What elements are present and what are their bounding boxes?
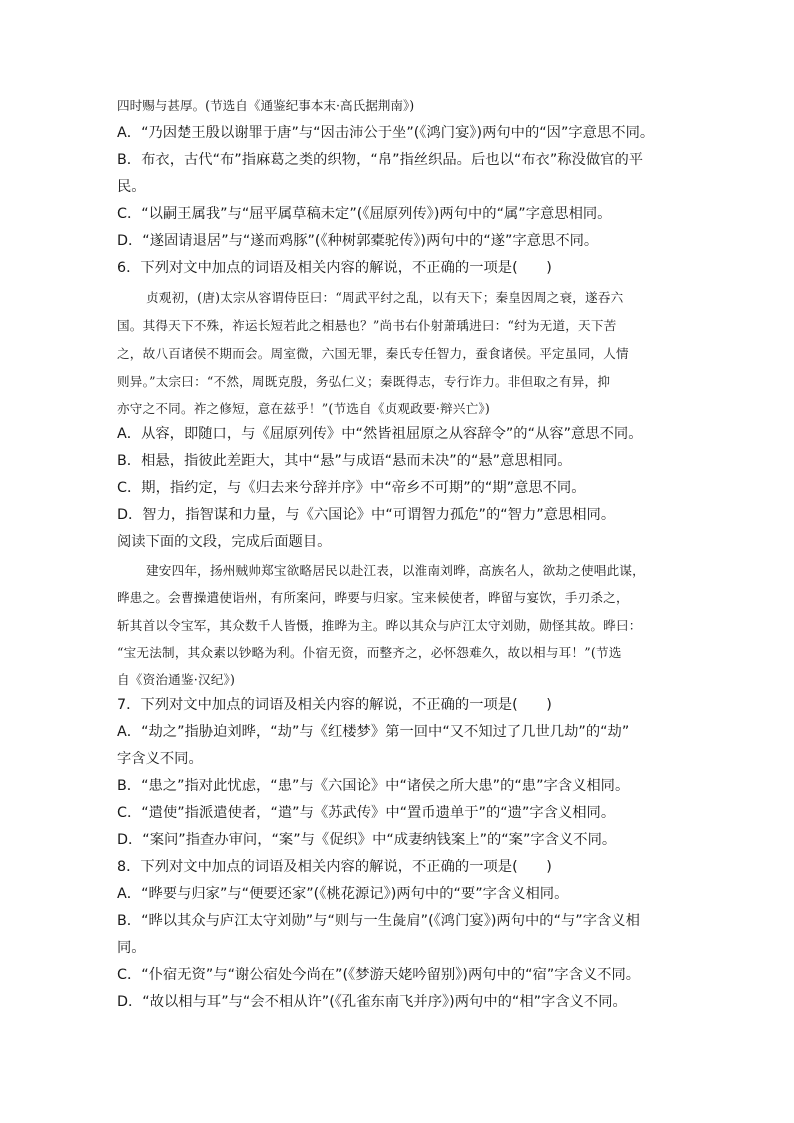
q5-option-b: B．布衣，古代“布”指麻葛之类的织物，“帛”指丝织品。后也以“布衣”称没做官的平 xyxy=(117,152,644,168)
q8-option-b-cont: 同。 xyxy=(117,940,146,956)
passage-3-line: 斩其首以令宝军，其众数千人皆慑，推晔为主。晔以其众与庐江太守刘勋，勋怪其故。晔曰： xyxy=(117,618,642,633)
reading-instruction: 阅读下面的文段，完成后面题目。 xyxy=(117,534,332,550)
q6-option-a: A．从容，即随口，与《屈原列传》中“然皆祖屈原之从容辞令”的“从容”意思不同。 xyxy=(117,426,643,442)
q5-option-b-cont: 民。 xyxy=(117,179,146,195)
passage-3-line: “宝无法制，其众素以钞略为利。仆宿无资，而整齐之，必怀怨难久，故以相与耳！”(节选 xyxy=(117,645,622,660)
passage-2-line: 亦守之不同。祚之修短，意在兹乎！”(节选自《贞观政要·辩兴亡》) xyxy=(117,401,490,416)
q7-option-a: A．“劫之”指胁迫刘晔，“劫”与《红楼梦》第一回中“又不知过了几世几劫”的“劫” xyxy=(117,724,630,740)
question-7: 7．下列对文中加点的词语及相关内容的解说，不正确的一项是( ) xyxy=(117,697,552,713)
q8-option-d: D．“故以相与耳”与“会不相从许”(《孔雀东南飞并序》)两句中的“相”字含义不同。 xyxy=(117,994,627,1010)
passage-3-line: 晔患之。会曹操遣使诣州，有所案问，晔要与归家。宝来候使者，晔留与宴饮，手刃杀之， xyxy=(117,590,629,605)
q6-option-b: B．相悬，指彼此差距大，其中“悬”与成语“悬而未决”的“悬”意思相同。 xyxy=(117,453,572,469)
q8-option-b: B．“晔以其众与庐江太守刘勋”与“则与一生彘肩”(《鸿门宴》)两句中的“与”字含义相 xyxy=(117,913,640,929)
q5-option-a: A．“乃因楚王殷以谢罪于唐”与“因击沛公于坐”(《鸿门宴》)两句中的“因”字意思不同。 xyxy=(117,125,655,141)
q6-option-d: D．智力，指智谋和力量，与《六国论》中“可谓智力孤危”的“智力”意思相同。 xyxy=(117,507,616,523)
q6-option-c: C．期，指约定，与《归去来兮辞并序》中“帝乡不可期”的“期”意思不同。 xyxy=(117,480,586,496)
q5-option-c: C．“以嗣王属我”与“屈平属草稿未定”(《屈原列传》)两句中的“属”字意思相同。 xyxy=(117,206,612,222)
passage-3-line: 建安四年，扬州贼帅郑宝欲略居民以赴江表，以淮南刘晔，高族名人，欲劫之使唱此谋， xyxy=(146,563,645,578)
passage-2-line: 之，故八百诸侯不期而会。周室微，六国无罪，秦氏专任智力，蚕食诸侯。平定虽同，人情 xyxy=(117,346,629,361)
passage-2-line: 贞观初，(唐)太宗从容谓侍臣曰：“周武平纣之乱，以有天下；秦皇因周之衰，遂吞六 xyxy=(146,290,624,305)
question-8: 8．下列对文中加点的词语及相关内容的解说，不正确的一项是( ) xyxy=(117,859,552,875)
passage-2-line: 则异。”太宗曰：“不然，周既克殷，务弘仁义；秦既得志，专行诈力。非但取之有异，抑 xyxy=(117,374,611,389)
q5-option-d: D．“遂固请退居”与“遂而鸡豚”(《种树郭橐驼传》)两句中的“遂”字意思不同。 xyxy=(117,233,599,249)
passage-3-line: 自《资治通鉴·汉纪》) xyxy=(117,672,236,687)
q7-option-d: D．“案问”指查办审问，“案”与《促织》中“成妻纳钱案上”的“案”字含义不同。 xyxy=(117,832,617,848)
q8-option-c: C．“仆宿无资”与“谢公宿处今尚在”(《梦游天姥吟留别》)两句中的“宿”字含义不同。 xyxy=(117,967,641,983)
q7-option-a-cont: 字含义不同。 xyxy=(117,751,203,767)
q7-option-b: B．“患之”指对此忧虑，“患”与《六国论》中“诸侯之所大患”的“患”字含义相同。 xyxy=(117,778,630,794)
q7-option-c: C．“遣使”指派遣使者，“遣”与《苏武传》中“置币遗单于”的“遗”字含义相同。 xyxy=(117,805,616,821)
passage-source-line: 四时赐与甚厚。(节选自《通鉴纪事本末·高氏据荆南》) xyxy=(117,98,415,113)
passage-2-line: 国。其得天下不殊，祚运长短若此之相悬也？”尚书右仆射萧瑀进曰：“纣为无道，天下苦 xyxy=(117,318,617,333)
question-6: 6．下列对文中加点的词语及相关内容的解说，不正确的一项是( ) xyxy=(117,260,552,276)
q8-option-a: A．“晔要与归家”与“便要还家”(《桃花源记》)两句中的“要”字含义相同。 xyxy=(117,886,569,902)
